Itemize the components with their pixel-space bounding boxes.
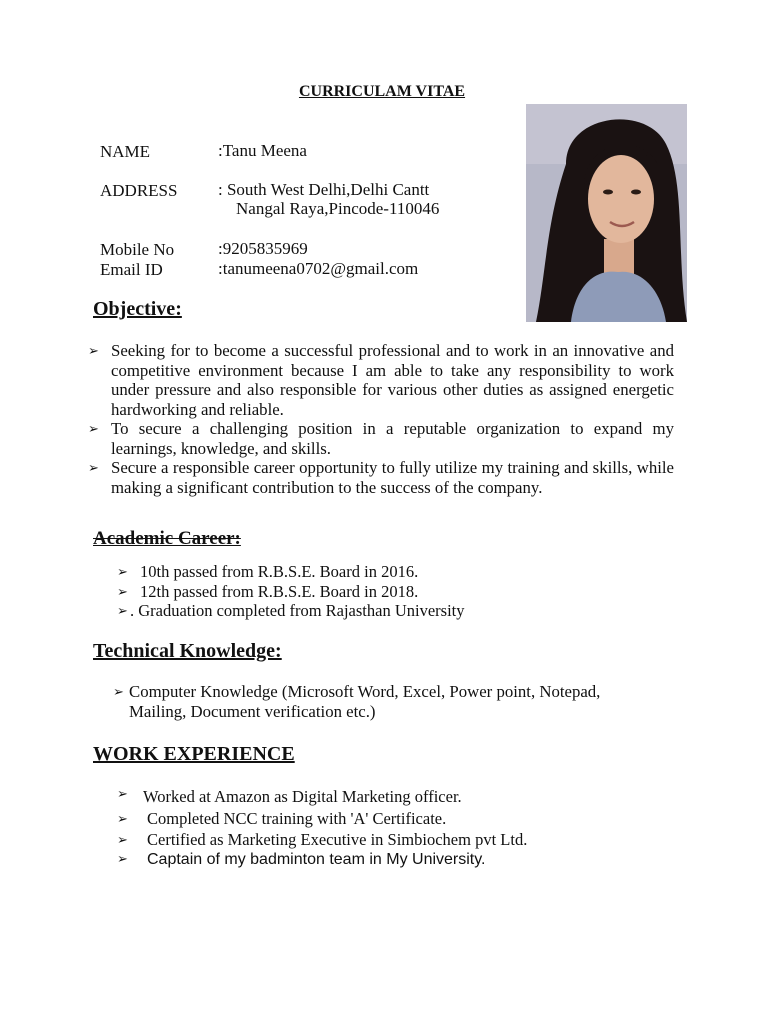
arrow-bullet-icon: ➢ — [117, 787, 128, 802]
list-item: ➢ 10th passed from R.B.S.E. Board in 2016. — [117, 562, 419, 581]
arrow-bullet-icon: ➢ — [88, 344, 99, 359]
academic-list — [117, 562, 677, 621]
arrow-bullet-icon: ➢ — [117, 584, 128, 600]
list-item: ➢ Secure a responsible career opportunity to fully utilize my training and skills, while making a significant contribution to the success of the company. — [88, 458, 674, 497]
address-line-2: Nangal Raya,Pincode-110046 — [236, 199, 440, 218]
work-list — [117, 786, 677, 869]
academic-heading: Academic Career: — [93, 528, 241, 549]
name-value: :Tanu Meena — [218, 141, 307, 160]
arrow-bullet-icon: ➢ — [88, 422, 99, 437]
objective-heading: Objective: — [93, 298, 182, 320]
document-title: CURRICULAM VITAE — [298, 83, 466, 100]
list-item: ➢ To secure a challenging position in a reputable organization to expand my learnings, knowledge, and skills. — [88, 419, 674, 458]
list-item: ➢ Captain of my badminton team in My University. — [117, 850, 486, 868]
mobile-label: Mobile No — [100, 240, 175, 259]
address-label: ADDRESS — [100, 181, 178, 200]
email-value: :tanumeena0702@gmail.com — [218, 259, 419, 278]
objective-list — [88, 341, 674, 497]
list-item: ➢ . Graduation completed from Rajasthan University — [117, 601, 465, 620]
arrow-bullet-icon: ➢ — [117, 811, 128, 827]
list-item: ➢ Completed NCC training with 'A' Certificate. — [117, 808, 447, 828]
name-label: NAME — [100, 142, 151, 161]
technical-heading: Technical Knowledge: — [93, 640, 282, 662]
address-line-1: : South West Delhi,Delhi Cantt — [218, 180, 430, 199]
technical-list — [113, 682, 643, 722]
list-item: ➢ Seeking for to become a successful professional and to work in an innovative and competitive environment because I am able to take any responsibility to work under pressure and also responsible for various other duties as assigned energetic hardworking and reliable. — [88, 341, 674, 419]
profile-photo — [526, 104, 687, 322]
list-item: ➢ Certified as Marketing Executive in Simbiochem pvt Ltd. — [117, 830, 528, 849]
arrow-bullet-icon: ➢ — [117, 604, 128, 619]
list-item: ➢ Worked at Amazon as Digital Marketing officer. — [117, 787, 462, 806]
arrow-bullet-icon: ➢ — [117, 833, 128, 848]
list-item: ➢ Computer Knowledge (Microsoft Word, Excel, Power point, Notepad, Mailing, Document verification etc.) — [113, 682, 601, 721]
arrow-bullet-icon: ➢ — [117, 851, 128, 867]
arrow-bullet-icon: ➢ — [113, 685, 124, 700]
arrow-bullet-icon: ➢ — [117, 565, 128, 580]
list-item: ➢ 12th passed from R.B.S.E. Board in 2018. — [117, 581, 419, 601]
email-label: Email ID — [100, 260, 163, 279]
mobile-value: :9205835969 — [218, 239, 308, 258]
work-heading: WORK EXPERIENCE — [93, 743, 295, 765]
arrow-bullet-icon: ➢ — [88, 461, 99, 476]
